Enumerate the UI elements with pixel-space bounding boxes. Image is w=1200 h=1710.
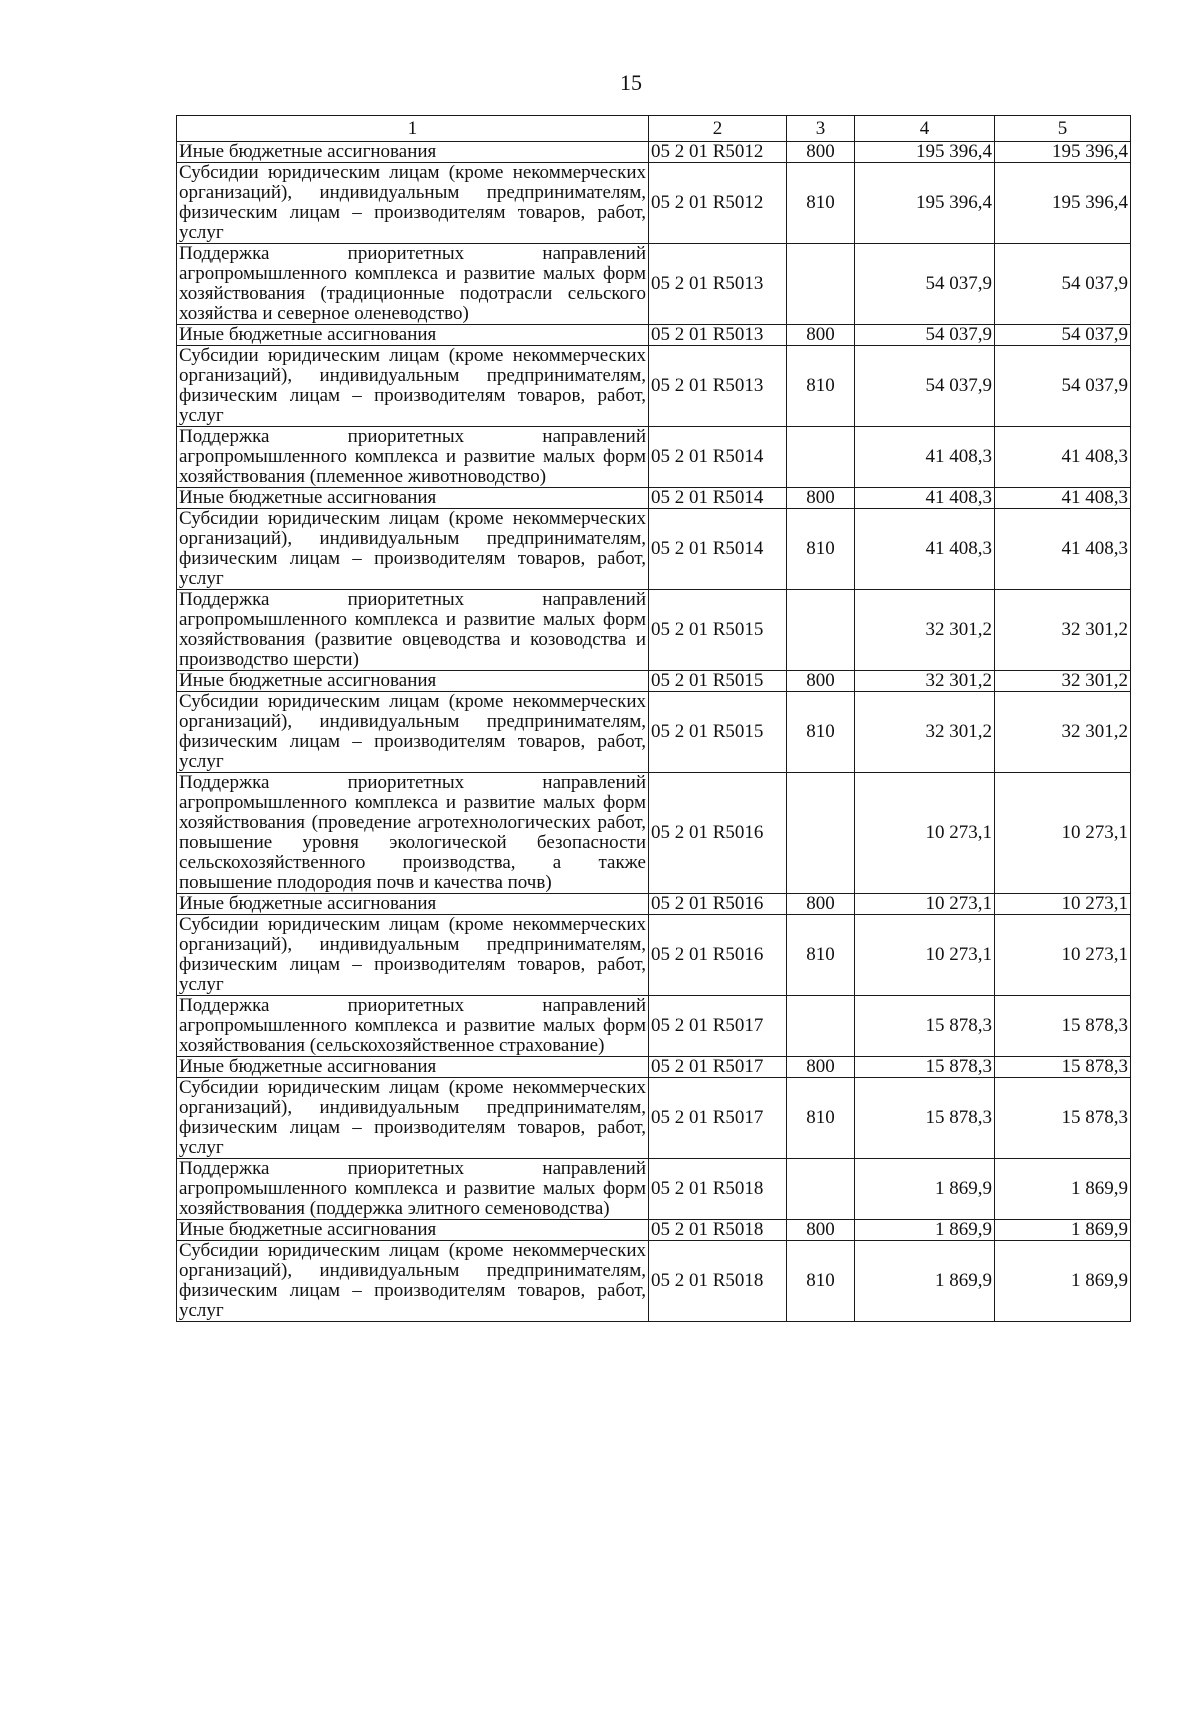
row-sum-2: 32 301,2 bbox=[995, 590, 1131, 671]
row-sum-1: 54 037,9 bbox=[855, 346, 995, 427]
column-header: 2 bbox=[649, 116, 787, 142]
row-vr: 800 bbox=[787, 1220, 855, 1241]
table-row bbox=[177, 346, 1131, 427]
row-sum-2: 15 878,3 bbox=[995, 1057, 1131, 1078]
row-vr bbox=[787, 244, 855, 325]
table-row bbox=[177, 488, 1131, 509]
row-sum-2: 32 301,2 bbox=[995, 692, 1131, 773]
row-vr: 800 bbox=[787, 894, 855, 915]
table-row bbox=[177, 894, 1131, 915]
row-sum-2: 32 301,2 bbox=[995, 671, 1131, 692]
row-name: Поддержка приоритетных направлений агропромышленного комплекса и развитие малых форм хозяйствования (поддержка элитного семеноводства) bbox=[177, 1159, 649, 1220]
row-sum-2: 1 869,9 bbox=[995, 1220, 1131, 1241]
table-row bbox=[177, 1159, 1131, 1220]
row-sum-2: 15 878,3 bbox=[995, 1078, 1131, 1159]
column-header: 3 bbox=[787, 116, 855, 142]
row-sum-2: 10 273,1 bbox=[995, 894, 1131, 915]
row-vr: 810 bbox=[787, 692, 855, 773]
row-vr: 800 bbox=[787, 671, 855, 692]
row-sum-2: 15 878,3 bbox=[995, 996, 1131, 1057]
table-row bbox=[177, 671, 1131, 692]
row-vr: 800 bbox=[787, 142, 855, 163]
row-sum-2: 1 869,9 bbox=[995, 1241, 1131, 1322]
row-name: Иные бюджетные ассигнования bbox=[177, 671, 649, 692]
row-sum-2: 195 396,4 bbox=[995, 142, 1131, 163]
row-vr bbox=[787, 996, 855, 1057]
row-code: 05 2 01 R5013 bbox=[649, 325, 787, 346]
row-name: Иные бюджетные ассигнования bbox=[177, 1220, 649, 1241]
row-name: Субсидии юридическим лицам (кроме некоммерческих организаций), индивидуальным предпринимателям, физическим лицам – производителям товаров, работ, услуг bbox=[177, 1078, 649, 1159]
column-header: 5 bbox=[995, 116, 1131, 142]
row-sum-2: 10 273,1 bbox=[995, 915, 1131, 996]
row-vr: 810 bbox=[787, 163, 855, 244]
row-sum-2: 41 408,3 bbox=[995, 509, 1131, 590]
row-code: 05 2 01 R5014 bbox=[649, 509, 787, 590]
row-code: 05 2 01 R5017 bbox=[649, 1078, 787, 1159]
row-code: 05 2 01 R5018 bbox=[649, 1241, 787, 1322]
row-name: Поддержка приоритетных направлений агропромышленного комплекса и развитие малых форм хозяйствования (традиционные подотрасли сельского хозяйства и северное оленеводство) bbox=[177, 244, 649, 325]
row-code: 05 2 01 R5014 bbox=[649, 427, 787, 488]
row-code: 05 2 01 R5014 bbox=[649, 488, 787, 509]
table-row bbox=[177, 1241, 1131, 1322]
row-vr bbox=[787, 1159, 855, 1220]
row-code: 05 2 01 R5013 bbox=[649, 244, 787, 325]
row-name: Поддержка приоритетных направлений агропромышленного комплекса и развитие малых форм хозяйствования (сельскохозяйственное страхование) bbox=[177, 996, 649, 1057]
row-vr: 810 bbox=[787, 509, 855, 590]
table-row bbox=[177, 996, 1131, 1057]
row-sum-2: 195 396,4 bbox=[995, 163, 1131, 244]
row-name: Иные бюджетные ассигнования bbox=[177, 1057, 649, 1078]
row-sum-1: 32 301,2 bbox=[855, 671, 995, 692]
table-row bbox=[177, 244, 1131, 325]
row-sum-1: 10 273,1 bbox=[855, 894, 995, 915]
row-name: Субсидии юридическим лицам (кроме некоммерческих организаций), индивидуальным предпринимателям, физическим лицам – производителям товаров, работ, услуг bbox=[177, 692, 649, 773]
row-sum-1: 41 408,3 bbox=[855, 509, 995, 590]
row-vr: 810 bbox=[787, 915, 855, 996]
row-name: Субсидии юридическим лицам (кроме некоммерческих организаций), индивидуальным предпринимателям, физическим лицам – производителям товаров, работ, услуг bbox=[177, 1241, 649, 1322]
row-code: 05 2 01 R5012 bbox=[649, 163, 787, 244]
row-sum-2: 41 408,3 bbox=[995, 427, 1131, 488]
row-code: 05 2 01 R5015 bbox=[649, 692, 787, 773]
row-sum-1: 32 301,2 bbox=[855, 692, 995, 773]
row-name: Субсидии юридическим лицам (кроме некоммерческих организаций), индивидуальным предпринимателям, физическим лицам – производителям товаров, работ, услуг bbox=[177, 509, 649, 590]
row-code: 05 2 01 R5015 bbox=[649, 671, 787, 692]
row-sum-1: 1 869,9 bbox=[855, 1159, 995, 1220]
row-name: Поддержка приоритетных направлений агропромышленного комплекса и развитие малых форм хозяйствования (развитие овцеводства и козоводства и производство шерсти) bbox=[177, 590, 649, 671]
budget-table bbox=[176, 115, 1131, 1322]
row-code: 05 2 01 R5016 bbox=[649, 894, 787, 915]
row-vr: 800 bbox=[787, 1057, 855, 1078]
row-sum-2: 1 869,9 bbox=[995, 1159, 1131, 1220]
table-row bbox=[177, 325, 1131, 346]
table-row bbox=[177, 1220, 1131, 1241]
row-sum-1: 15 878,3 bbox=[855, 1078, 995, 1159]
row-name: Иные бюджетные ассигнования bbox=[177, 894, 649, 915]
row-vr: 810 bbox=[787, 1078, 855, 1159]
row-sum-1: 1 869,9 bbox=[855, 1241, 995, 1322]
row-sum-1: 10 273,1 bbox=[855, 915, 995, 996]
row-vr bbox=[787, 427, 855, 488]
table-row bbox=[177, 509, 1131, 590]
row-sum-1: 54 037,9 bbox=[855, 325, 995, 346]
table-row bbox=[177, 1078, 1131, 1159]
row-name: Поддержка приоритетных направлений агропромышленного комплекса и развитие малых форм хозяйствования (племенное животноводство) bbox=[177, 427, 649, 488]
row-code: 05 2 01 R5012 bbox=[649, 142, 787, 163]
row-code: 05 2 01 R5017 bbox=[649, 1057, 787, 1078]
row-name: Поддержка приоритетных направлений агропромышленного комплекса и развитие малых форм хозяйствования (проведение агротехнологических работ, повышение уровня экологической безопасности сельскохозяйственного производства, а также повышение плодородия почв и качества почв) bbox=[177, 773, 649, 894]
table-row bbox=[177, 427, 1131, 488]
row-sum-2: 10 273,1 bbox=[995, 773, 1131, 894]
table-header-row bbox=[177, 116, 1131, 142]
row-code: 05 2 01 R5017 bbox=[649, 996, 787, 1057]
row-vr: 810 bbox=[787, 346, 855, 427]
row-sum-1: 1 869,9 bbox=[855, 1220, 995, 1241]
row-name: Иные бюджетные ассигнования bbox=[177, 142, 649, 163]
table-row bbox=[177, 915, 1131, 996]
row-code: 05 2 01 R5015 bbox=[649, 590, 787, 671]
row-vr bbox=[787, 590, 855, 671]
row-sum-2: 54 037,9 bbox=[995, 346, 1131, 427]
row-sum-1: 41 408,3 bbox=[855, 427, 995, 488]
row-name: Иные бюджетные ассигнования bbox=[177, 325, 649, 346]
row-sum-1: 195 396,4 bbox=[855, 163, 995, 244]
table-row bbox=[177, 692, 1131, 773]
row-sum-1: 54 037,9 bbox=[855, 244, 995, 325]
row-code: 05 2 01 R5013 bbox=[649, 346, 787, 427]
row-sum-1: 195 396,4 bbox=[855, 142, 995, 163]
page-number: 15 bbox=[620, 70, 642, 95]
table-row bbox=[177, 1057, 1131, 1078]
row-vr bbox=[787, 773, 855, 894]
row-sum-2: 54 037,9 bbox=[995, 244, 1131, 325]
table-row bbox=[177, 773, 1131, 894]
row-sum-1: 10 273,1 bbox=[855, 773, 995, 894]
row-sum-1: 15 878,3 bbox=[855, 996, 995, 1057]
row-vr: 810 bbox=[787, 1241, 855, 1322]
row-vr: 800 bbox=[787, 325, 855, 346]
column-header: 1 bbox=[177, 116, 649, 142]
row-name: Иные бюджетные ассигнования bbox=[177, 488, 649, 509]
table-row bbox=[177, 590, 1131, 671]
table-row bbox=[177, 142, 1131, 163]
column-header: 4 bbox=[855, 116, 995, 142]
row-sum-2: 41 408,3 bbox=[995, 488, 1131, 509]
row-code: 05 2 01 R5016 bbox=[649, 773, 787, 894]
row-name: Субсидии юридическим лицам (кроме некоммерческих организаций), индивидуальным предпринимателям, физическим лицам – производителям товаров, работ, услуг bbox=[177, 346, 649, 427]
row-vr: 800 bbox=[787, 488, 855, 509]
row-name: Субсидии юридическим лицам (кроме некоммерческих организаций), индивидуальным предпринимателям, физическим лицам – производителям товаров, работ, услуг bbox=[177, 163, 649, 244]
row-code: 05 2 01 R5016 bbox=[649, 915, 787, 996]
table-row bbox=[177, 163, 1131, 244]
row-sum-1: 41 408,3 bbox=[855, 488, 995, 509]
row-sum-1: 32 301,2 bbox=[855, 590, 995, 671]
row-name: Субсидии юридическим лицам (кроме некоммерческих организаций), индивидуальным предпринимателям, физическим лицам – производителям товаров, работ, услуг bbox=[177, 915, 649, 996]
row-sum-1: 15 878,3 bbox=[855, 1057, 995, 1078]
row-code: 05 2 01 R5018 bbox=[649, 1159, 787, 1220]
row-sum-2: 54 037,9 bbox=[995, 325, 1131, 346]
row-code: 05 2 01 R5018 bbox=[649, 1220, 787, 1241]
